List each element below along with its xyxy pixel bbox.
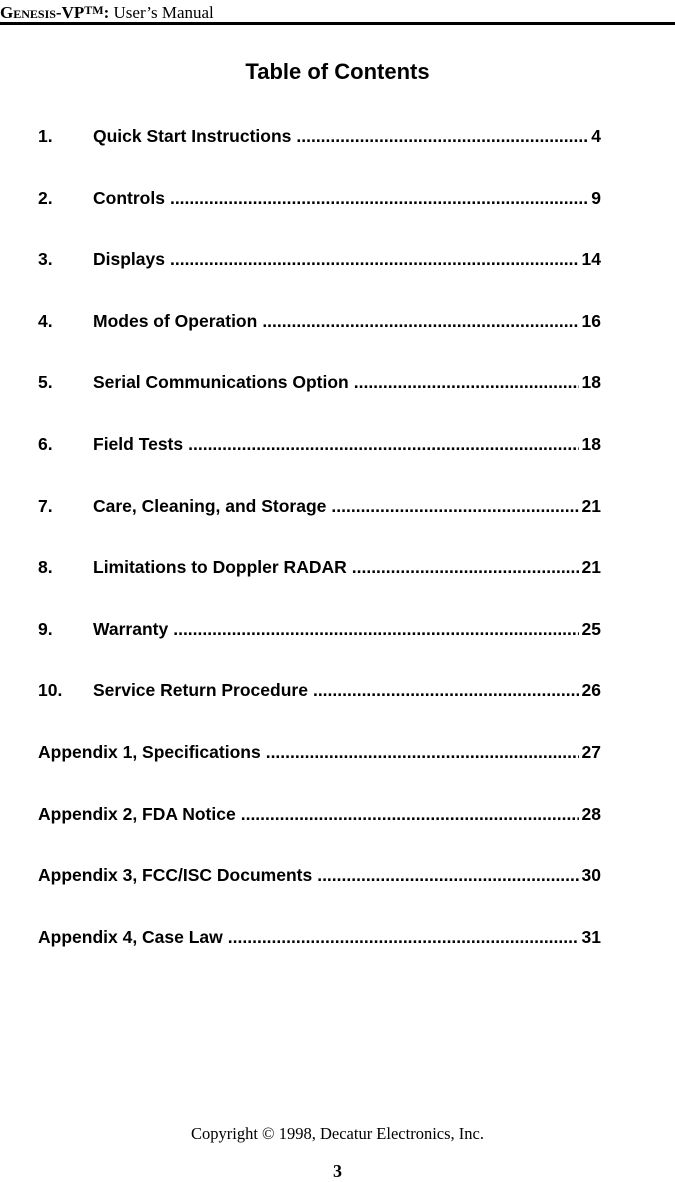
toc-entry-label: Service Return Procedure <box>93 680 308 701</box>
header-rule <box>0 22 675 25</box>
page-number: 3 <box>333 1161 342 1181</box>
toc-entry-page: 18 <box>581 433 601 454</box>
toc-entry-page: 21 <box>581 495 601 516</box>
toc-dot-leader <box>170 247 579 271</box>
toc-entry-label: Care, Cleaning, and Storage <box>93 495 327 516</box>
copyright-notice: Copyright © 1998, Decatur Electronics, Inc. <box>191 1124 484 1143</box>
toc-entry-page: 26 <box>581 680 601 701</box>
toc-entry-page: 14 <box>581 249 601 270</box>
toc-entry-label: Appendix 2, FDA Notice <box>38 803 236 824</box>
toc-entry[interactable] <box>38 678 601 740</box>
table-of-contents <box>38 124 601 986</box>
toc-entry-page: 4 <box>591 126 601 146</box>
toc-dot-leader <box>173 617 578 641</box>
toc-dot-leader <box>266 740 579 764</box>
toc-entry[interactable] <box>38 925 601 987</box>
toc-entry-label: Appendix 1, Specifications <box>38 741 261 762</box>
toc-dot-leader <box>331 494 578 518</box>
header-product-name: Genesis-VP <box>0 3 85 22</box>
toc-dot-leader <box>317 863 578 887</box>
toc-dot-leader <box>241 802 579 826</box>
toc-entry-label: Appendix 4, Case Law <box>38 926 223 947</box>
toc-entry-page: 18 <box>581 372 601 393</box>
toc-entry[interactable] <box>38 555 601 617</box>
toc-entry-label: Serial Communications Option <box>93 372 349 393</box>
toc-entry[interactable] <box>38 617 601 679</box>
toc-entry-label: Appendix 3, FCC/ISC Documents <box>38 865 313 886</box>
toc-entry-page: 31 <box>581 926 601 947</box>
toc-entry[interactable] <box>38 124 601 186</box>
toc-entry-number: 9. <box>38 618 53 639</box>
toc-entry-label: Quick Start Instructions <box>93 126 292 146</box>
toc-entry-page: 30 <box>581 865 601 886</box>
toc-entry[interactable] <box>38 863 601 925</box>
toc-entry-number: 8. <box>38 557 53 578</box>
toc-entry-page: 27 <box>581 741 601 762</box>
toc-entry-label: Limitations to Doppler RADAR <box>93 557 347 578</box>
toc-dot-leader <box>296 124 588 148</box>
toc-entry-number: 7. <box>38 495 53 516</box>
toc-dot-leader <box>170 186 588 210</box>
toc-entry-page: 25 <box>581 618 601 639</box>
toc-entry-label: Modes of Operation <box>93 310 258 331</box>
toc-entry[interactable] <box>38 186 601 248</box>
toc-entry-number: 10. <box>38 680 63 701</box>
toc-entry-page: 28 <box>581 803 601 824</box>
toc-entry-label: Displays <box>93 249 165 270</box>
toc-entry-number: 3. <box>38 249 53 270</box>
toc-dot-leader <box>354 370 579 394</box>
toc-dot-leader <box>228 925 579 949</box>
toc-entry[interactable] <box>38 432 601 494</box>
toc-entry-label: Warranty <box>93 618 169 639</box>
toc-entry-number: 2. <box>38 187 53 208</box>
toc-entry-number: 6. <box>38 433 53 454</box>
toc-entry-page: 9 <box>591 187 601 208</box>
toc-entry-number: 4. <box>38 310 53 331</box>
toc-dot-leader <box>188 432 578 456</box>
toc-entry[interactable] <box>38 802 601 864</box>
toc-entry[interactable] <box>38 370 601 432</box>
toc-entry[interactable] <box>38 247 601 309</box>
toc-entry-page: 16 <box>581 310 601 331</box>
toc-dot-leader <box>352 555 579 579</box>
toc-entry-label: Field Tests <box>93 433 184 454</box>
header-separator: : <box>103 3 110 22</box>
toc-entry-number: 5. <box>38 372 53 393</box>
toc-entry[interactable] <box>38 494 601 556</box>
header-doc-title: User’s Manual <box>109 3 214 22</box>
toc-entry-page: 21 <box>581 557 601 578</box>
toc-dot-leader <box>262 309 578 333</box>
running-header <box>0 0 675 20</box>
toc-dot-leader <box>313 678 579 702</box>
page-title: Table of Contents <box>245 59 430 84</box>
toc-entry-number: 1. <box>38 126 53 146</box>
toc-entry[interactable] <box>38 740 601 802</box>
toc-entry-label: Controls <box>93 187 165 208</box>
header-trademark: TM <box>84 3 104 17</box>
toc-entry[interactable] <box>38 309 601 371</box>
